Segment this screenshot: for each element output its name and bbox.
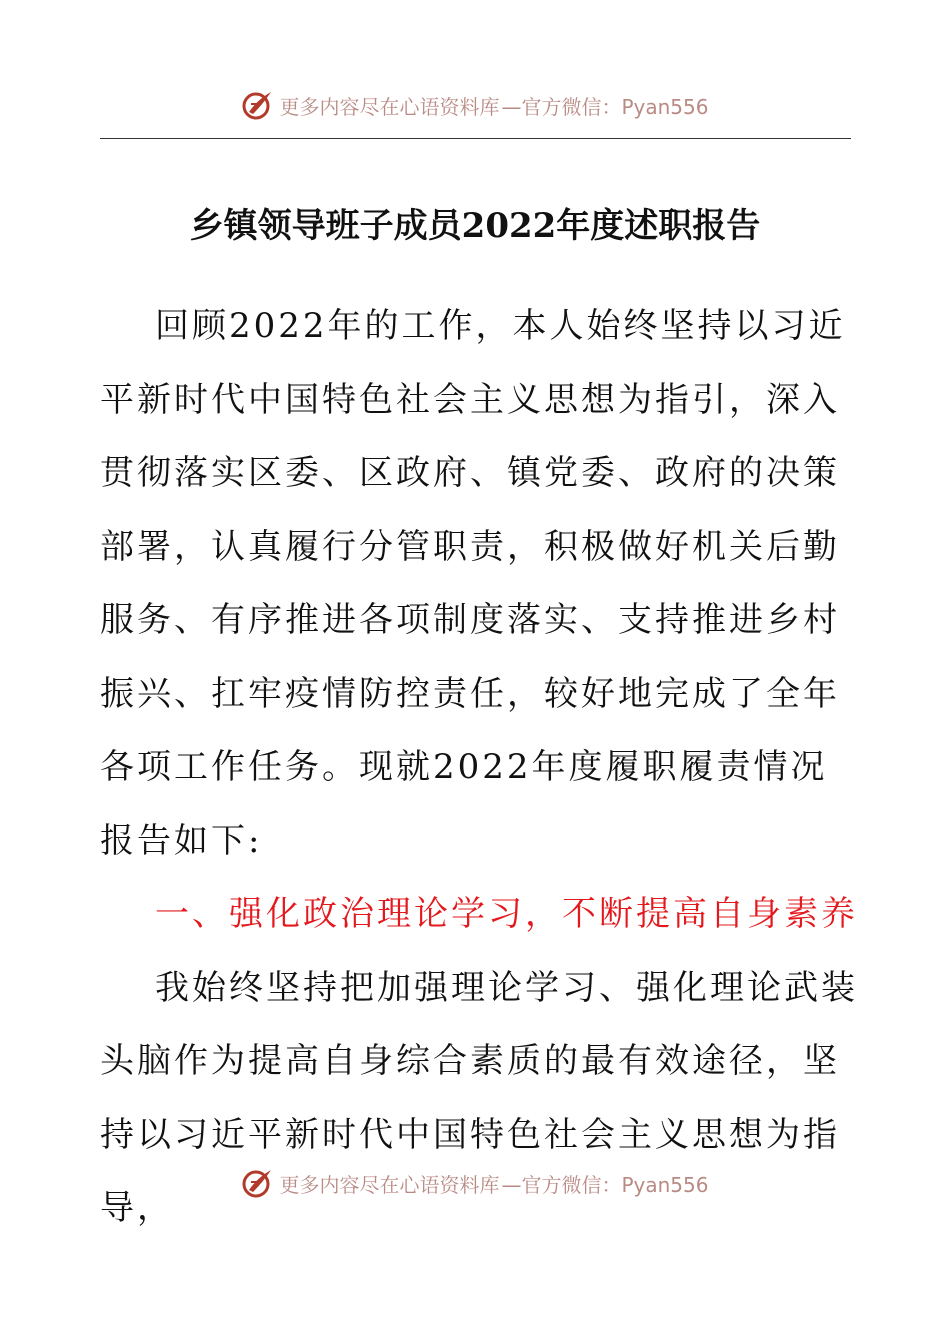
footer-banner bbox=[0, 1158, 950, 1208]
document-title: 乡镇领导班子成员2022年度述职报告 bbox=[189, 206, 761, 246]
header-banner bbox=[0, 80, 950, 130]
quill-logo-icon bbox=[241, 1166, 275, 1200]
section-heading-1: 一、强化政治理论学习，不断提高自身素养 bbox=[155, 894, 858, 934]
paragraph-intro: 回顾2022年的工作，本人始终坚持以习近平新时代中国特色社会主义思想为指引，深入贯彻落实区委、区政府、镇党委、政府的决策部署，认真履行分管职责，积极做好机关后勤服务、有序推进各项制度落实、支持推进乡村振兴、扛牢疫情防控责任，较好地完成了全年各项工作任务。现就2022年度履职履责情况报告如下: bbox=[100, 306, 846, 861]
header-brand-text: 更多内容尽在心语资料库 bbox=[279, 94, 500, 119]
quill-logo-icon bbox=[241, 88, 275, 122]
paragraph-section-1: 我始终坚持把加强理论学习、强化理论武装头脑作为提高自身综合素质的最有效途径，坚持以习近平新时代中国特色社会主义思想为指导， bbox=[100, 967, 858, 1228]
document-body bbox=[100, 290, 860, 1246]
footer-brand-text: 更多内容尽在心语资料库 bbox=[279, 1172, 500, 1197]
header-divider bbox=[100, 138, 851, 139]
header-contact-text: —官方微信：Pyan556 bbox=[501, 94, 709, 119]
footer-contact-text: —官方微信：Pyan556 bbox=[501, 1172, 709, 1197]
